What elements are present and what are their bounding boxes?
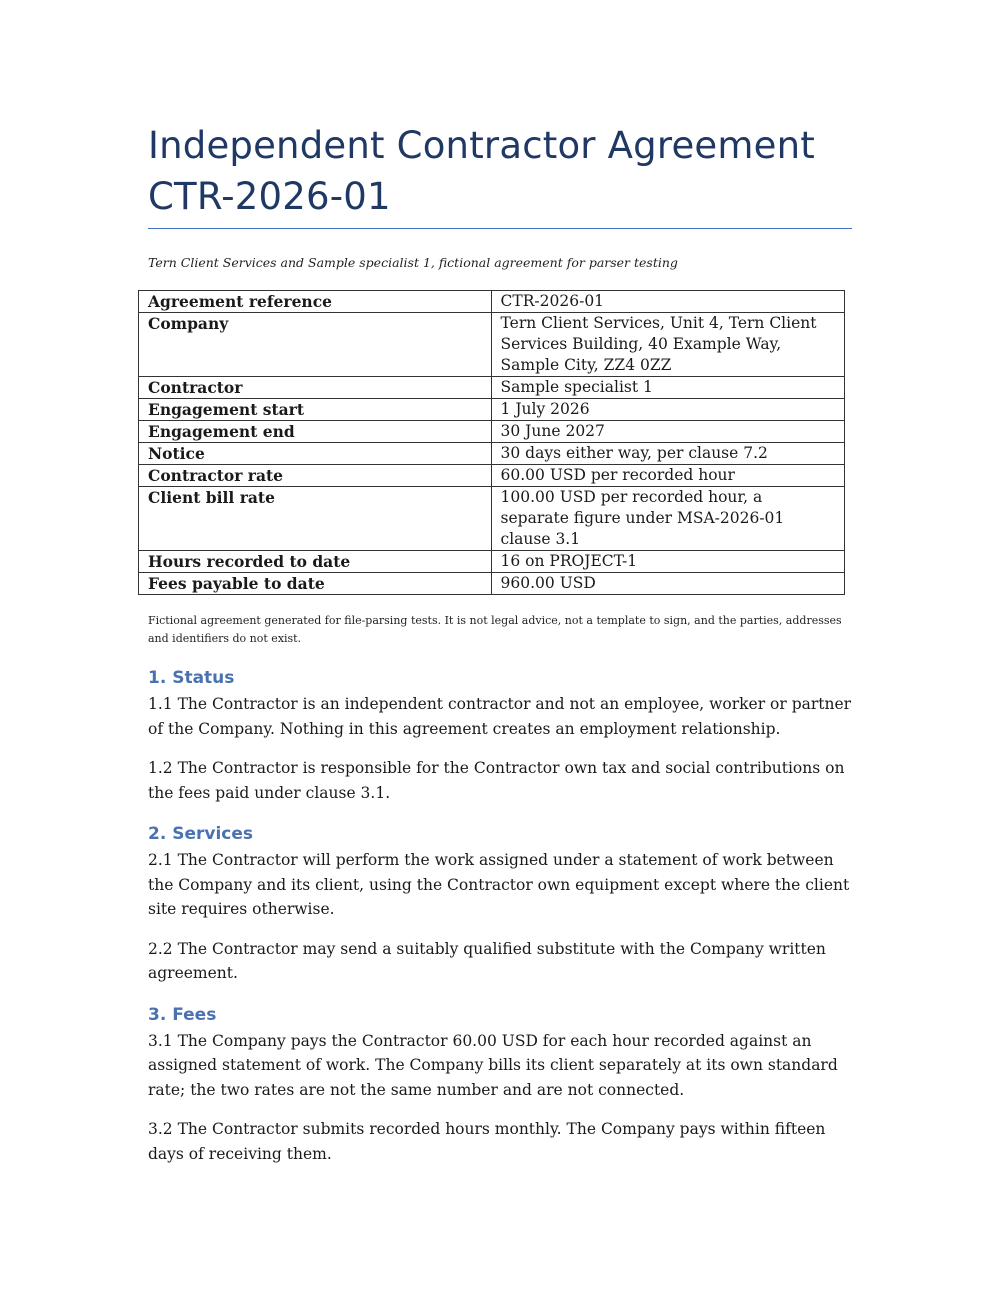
clause-paragraph: 1.1 The Contractor is an independent contractor and not an employee, worker or partner of the Company. Nothing in this agreement creates an employment relationship.	[148, 695, 852, 738]
clause-paragraph: 2.2 The Contractor may send a suitably qualified substitute with the Company written agreement.	[148, 939, 826, 982]
row-label: Engagement end	[139, 421, 492, 443]
section-heading: 1. Status	[148, 668, 235, 688]
row-label: Engagement start	[139, 399, 492, 421]
title-divider	[148, 228, 852, 229]
agreement-summary-table	[138, 290, 845, 595]
table-row	[139, 551, 845, 573]
row-value: Sample specialist 1	[491, 377, 844, 399]
section-heading: 3. Fees	[148, 1004, 217, 1025]
disclaimer-note: Fictional agreement generated for file-parsing tests. It is not legal advice, not a template to sign, and the parties, addresses and identifiers do not exist.	[148, 614, 842, 645]
row-label: Agreement reference	[139, 291, 492, 313]
row-value: Tern Client Services, Unit 4, Tern Client Services Building, 40 Example Way, Sample City, ZZ4 0ZZ	[491, 313, 844, 377]
section-services	[148, 820, 858, 986]
row-value: 960.00 USD	[491, 573, 844, 595]
row-label: Contractor rate	[139, 465, 492, 487]
clause-paragraph: 1.2 The Contractor is responsible for the Contractor own tax and social contributions on the fees paid under clause 3.1.	[148, 759, 845, 802]
row-label: Notice	[139, 443, 492, 465]
row-label: Hours recorded to date	[139, 551, 492, 573]
row-value: CTR-2026-01	[491, 291, 844, 313]
row-value: 1 July 2026	[491, 399, 844, 421]
table-row	[139, 399, 845, 421]
row-value: 30 days either way, per clause 7.2	[491, 443, 844, 465]
row-label: Contractor	[139, 377, 492, 399]
table-row	[139, 421, 845, 443]
row-value: 16 on PROJECT-1	[491, 551, 844, 573]
table-row	[139, 465, 845, 487]
row-value: 30 June 2027	[491, 421, 844, 443]
row-value: 100.00 USD per recorded hour, a separate figure under MSA-2026-01 clause 3.1	[491, 487, 844, 551]
document-title-line1: Independent Contractor Agreement	[148, 124, 815, 167]
document-subtitle: Tern Client Services and Sample specialist 1, fictional agreement for parser testing	[148, 255, 678, 270]
clause-paragraph: 3.1 The Company pays the Contractor 60.00 USD for each hour recorded against an assigned statement of work. The Company bills its client separately at its own standard rate; the two rates are not the same number and are not connected.	[148, 1031, 838, 1099]
table-row	[139, 487, 845, 551]
document-title-line2: CTR-2026-01	[148, 175, 391, 218]
row-label: Fees payable to date	[139, 573, 492, 595]
table-row	[139, 443, 845, 465]
clause-paragraph: 2.1 The Contractor will perform the work assigned under a statement of work between the Company and its client, using the Contractor own equipment except where the client site requires otherwise.	[148, 851, 850, 918]
table-row	[139, 313, 845, 377]
section-fees	[148, 1001, 858, 1167]
agreement-body	[148, 664, 858, 1181]
table-row	[139, 291, 845, 313]
row-label: Company	[139, 313, 492, 377]
table-row	[139, 573, 845, 595]
row-value: 60.00 USD per recorded hour	[491, 465, 844, 487]
table-row	[139, 377, 845, 399]
section-status	[148, 664, 858, 805]
document-title	[148, 120, 848, 222]
clause-paragraph: 3.2 The Contractor submits recorded hours monthly. The Company pays within fifteen days of receiving them.	[148, 1120, 826, 1163]
row-label: Client bill rate	[139, 487, 492, 551]
section-heading: 2. Services	[148, 824, 253, 844]
